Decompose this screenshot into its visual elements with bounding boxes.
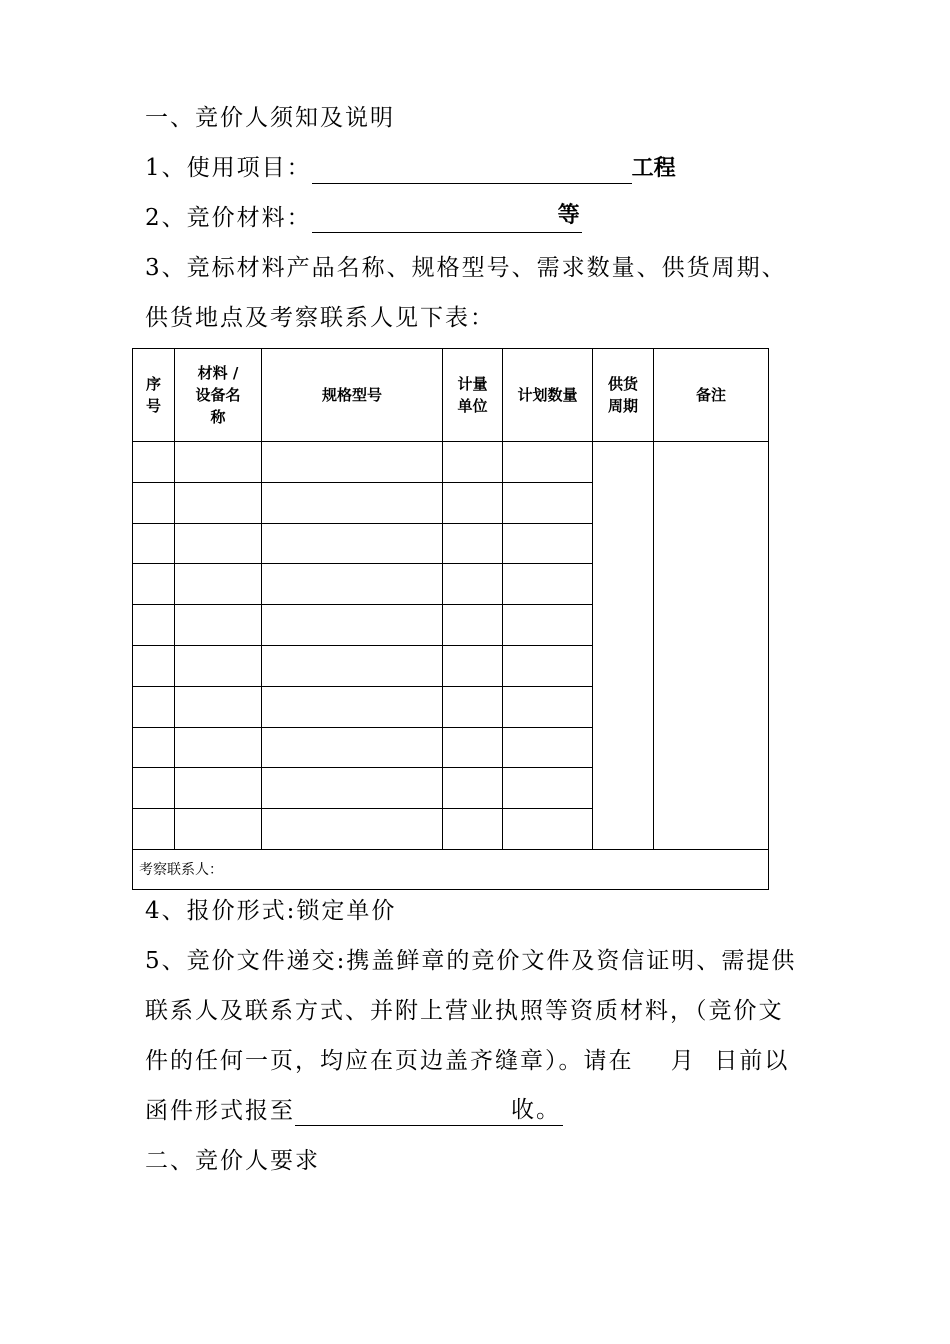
item3-line1: 3、竞标材料产品名称、规格型号、需求数量、供货周期、: [145, 255, 787, 281]
item2-label: 2、竞价材料：: [145, 205, 312, 231]
header-quantity: 计划数量: [503, 349, 593, 442]
header-index: 序 号: [133, 349, 175, 442]
item5-line2: 联系人及联系方式、并附上营业执照等资质材料，（竞价文: [145, 998, 784, 1024]
section1-heading: 一、竞价人须知及说明: [145, 105, 395, 131]
item1-label: 1、使用项目：: [145, 155, 312, 181]
item5-line4-prefix: 函件形式报至: [145, 1098, 295, 1124]
table-row: [133, 442, 769, 483]
item2-blank: [312, 203, 582, 233]
header-remarks: 备注: [654, 349, 769, 442]
item3-line2: 供货地点及考察联系人见下表：: [145, 305, 495, 331]
contact-row: [133, 849, 769, 889]
item5-line1: 5、竞价文件递交:携盖鲜章的竞价文件及资信证明、需提供: [145, 948, 797, 974]
item2-bid-material: [145, 203, 582, 233]
item5-recipient-blank: [295, 1099, 563, 1126]
period-merged-cell: [593, 442, 654, 850]
item5-line4-suffix: 收。: [511, 1097, 561, 1123]
item5-line3: 件的任何一页，均应在页边盖齐缝章）。请在 月 日前以: [145, 1048, 790, 1074]
item2-suffix: 等: [557, 203, 580, 228]
item1-suffix: 工程: [631, 156, 676, 181]
item4-quote-form: 4、报价形式:锁定单价: [145, 898, 397, 924]
header-material-name: 材料 / 设备名 称: [175, 349, 262, 442]
item1-use-project: [145, 153, 676, 184]
header-period: 供货 周期: [593, 349, 654, 442]
materials-table: [132, 348, 769, 890]
table-header-row: [133, 349, 769, 442]
header-spec: 规格型号: [262, 349, 443, 442]
item1-blank: [312, 157, 632, 184]
contact-person-label: 考察联系人：: [133, 849, 769, 889]
header-unit: 计量 单位: [443, 349, 503, 442]
item5-line4: [145, 1096, 563, 1126]
section2-heading: 二、竞价人要求: [145, 1148, 320, 1174]
remarks-merged-cell: [654, 442, 769, 850]
